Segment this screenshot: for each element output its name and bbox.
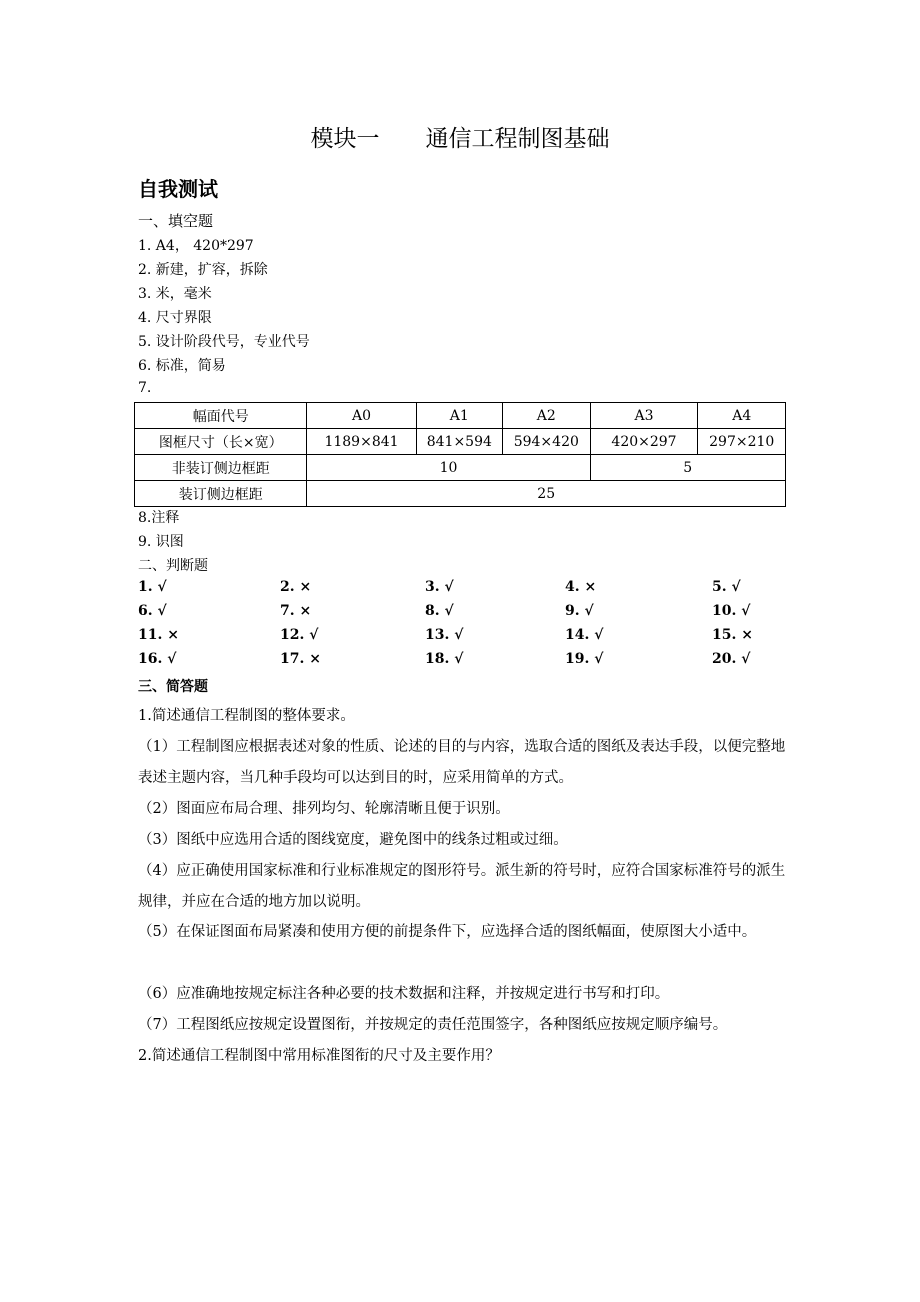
judgment-item-13: 13. √: [425, 627, 464, 643]
section-heading: 自我测试: [138, 177, 218, 201]
judgment-item-9: 9. √: [565, 603, 594, 619]
fill-blank-heading: 一、填空题: [138, 212, 214, 230]
table-cell: 841×594: [416, 429, 502, 455]
table-cell: A4: [698, 403, 786, 429]
judgment-item-11: 11. ×: [138, 627, 179, 643]
judgment-item-7: 7. ×: [280, 603, 312, 619]
table-cell: 10: [307, 455, 590, 481]
answer-paragraph-4: （4）应正确使用国家标准和行业标准规定的图形符号。派生新的符号时，应符合国家标准符号的派生规律，并应在合适的地方加以说明。: [138, 863, 786, 910]
judgment-item-16: 16. √: [138, 651, 177, 667]
page-title: [0, 120, 920, 153]
table-cell: 420×297: [590, 429, 698, 455]
fill-blank-item-1: 1. A4， 420*297: [138, 238, 254, 254]
judgment-item-3: 3. √: [425, 579, 454, 595]
fill-blank-item-3: 3. 米，毫米: [138, 286, 212, 302]
paper-size-table: [134, 402, 786, 507]
title-subject: 通信工程制图基础: [425, 126, 610, 152]
table-cell: 25: [307, 481, 786, 507]
judgment-item-18: 18. √: [425, 651, 464, 667]
judgment-item-12: 12. √: [280, 627, 319, 643]
answer-paragraph-5: （5）在保证图面布局紧凑和使用方便的前提条件下，应选择合适的图纸幅面，使原图大小适中。: [138, 924, 757, 940]
table-cell: 594×420: [503, 429, 590, 455]
table-cell: A0: [307, 403, 416, 429]
answer-paragraph-3: （3）图纸中应选用合适的图线宽度，避免图中的线条过粗或过细。: [138, 832, 568, 848]
answer-paragraph-1: （1）工程制图应根据表述对象的性质、论述的目的与内容，选取合适的图纸及表达手段，以便完整地表述主题内容，当几种手段均可以达到目的时，应采用简单的方式。: [138, 739, 786, 786]
table-cell: A2: [503, 403, 590, 429]
table-cell: A3: [590, 403, 698, 429]
title-module: 模块一: [310, 126, 380, 152]
judgment-item-15: 15. ×: [712, 627, 753, 643]
table-row: [135, 403, 786, 429]
table-cell: 1189×841: [307, 429, 416, 455]
judgment-item-4: 4. ×: [565, 579, 597, 595]
fill-blank-item-4: 4. 尺寸界限: [138, 310, 212, 326]
answer-paragraph-7: （7）工程图纸应按规定设置图衔，并按规定的责任范围签字，各种图纸应按规定顺序编号。: [138, 1017, 728, 1033]
question-2: 2.简述通信工程制图中常用标准图衔的尺寸及主要作用？: [138, 1048, 500, 1064]
table-row: [135, 481, 786, 507]
table-cell: 297×210: [698, 429, 786, 455]
short-answer-heading: 三、简答题: [138, 679, 208, 695]
fill-blank-item-6: 6. 标准，简易: [138, 358, 226, 374]
judgment-item-5: 5. √: [712, 579, 741, 595]
judgment-item-14: 14. √: [565, 627, 604, 643]
judgment-item-17: 17. ×: [280, 651, 321, 667]
table-cell: 5: [590, 455, 785, 481]
table-cell: A1: [416, 403, 502, 429]
fill-blank-item-5: 5. 设计阶段代号，专业代号: [138, 334, 310, 350]
fill-blank-item-8: 8.注释: [138, 510, 180, 526]
answer-paragraph-6: （6）应准确地按规定标注各种必要的技术数据和注释，并按规定进行书写和打印。: [138, 986, 670, 1002]
answer-paragraph-2: （2）图面应布局合理、排列均匀、轮廓清晰且便于识别。: [138, 801, 510, 817]
judgment-item-8: 8. √: [425, 603, 454, 619]
table-cell: 非装订侧边框距: [135, 455, 307, 481]
table-row: [135, 455, 786, 481]
table-cell: 装订侧边框距: [135, 481, 307, 507]
fill-blank-item-7: 7.: [138, 380, 152, 396]
judgment-heading: 二、判断题: [138, 558, 208, 574]
question-1: 1.简述通信工程制图的整体要求。: [138, 708, 355, 724]
judgment-item-10: 10. √: [712, 603, 751, 619]
judgment-item-6: 6. √: [138, 603, 167, 619]
judgment-item-1: 1. √: [138, 579, 167, 595]
fill-blank-item-2: 2. 新建，扩容，拆除: [138, 262, 268, 278]
fill-blank-item-9: 9. 识图: [138, 534, 184, 550]
judgment-item-20: 20. √: [712, 651, 751, 667]
table-cell: 图框尺寸（长×宽）: [135, 429, 307, 455]
judgment-item-2: 2. ×: [280, 579, 312, 595]
table-cell: 幅面代号: [135, 403, 307, 429]
table-row: [135, 429, 786, 455]
judgment-item-19: 19. √: [565, 651, 604, 667]
